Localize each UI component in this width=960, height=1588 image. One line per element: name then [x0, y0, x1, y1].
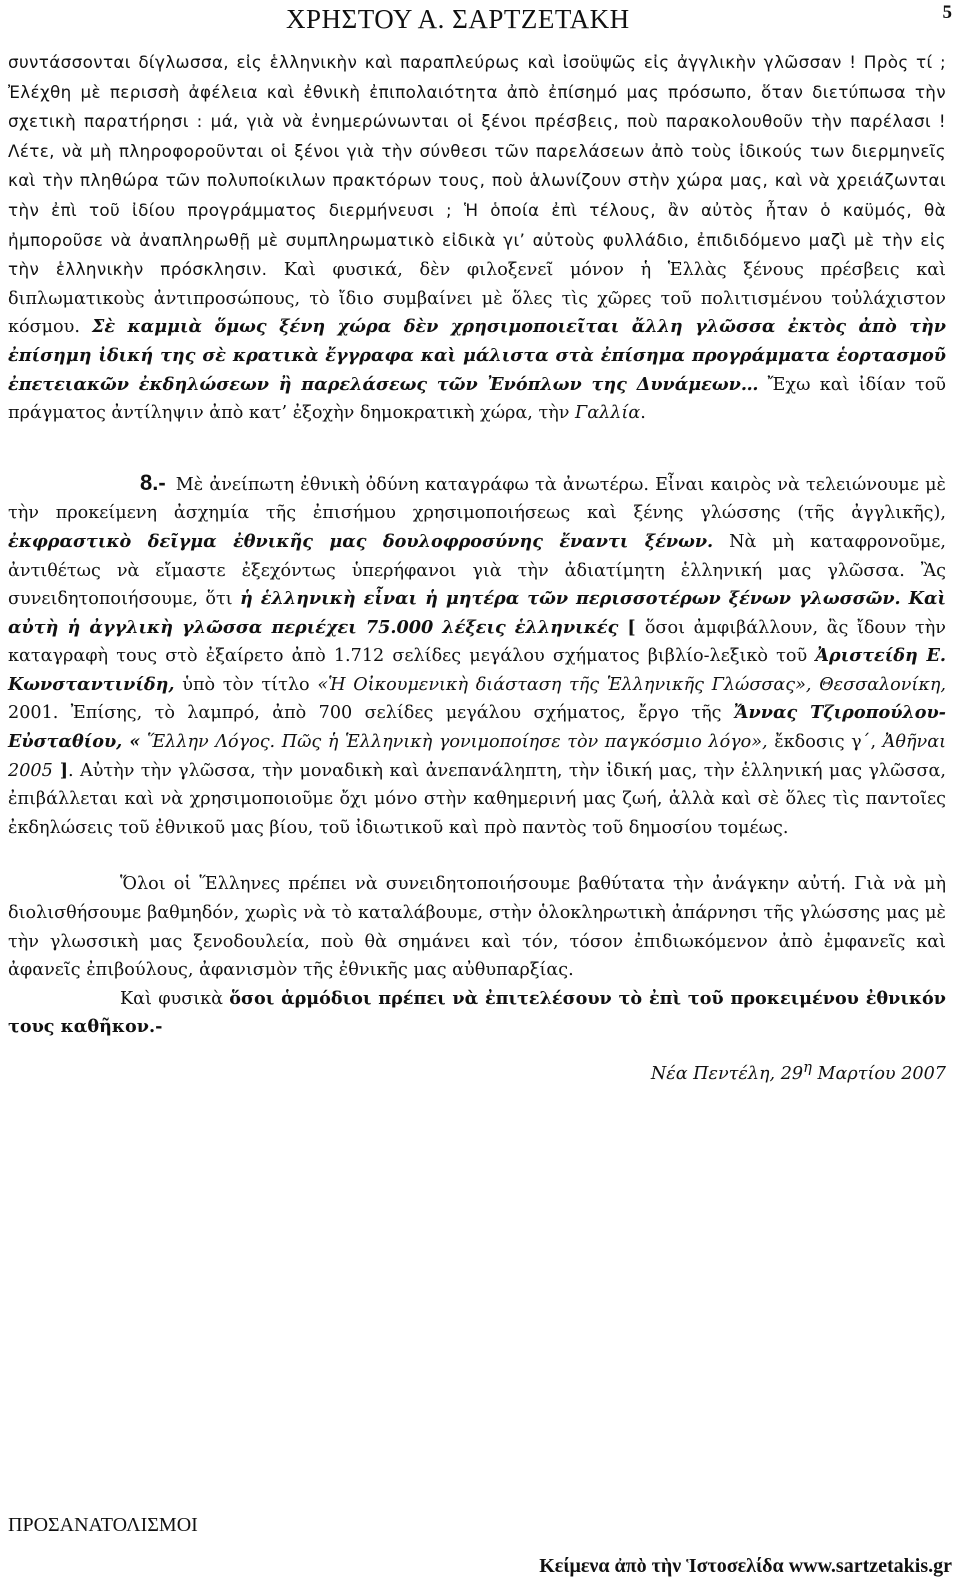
paragraph-continued — [8, 48, 946, 428]
paragraph-text: Καὶ φυσικά, δὲν φιλοξενεῖ μόνον ἡ Ἑλλὰς ξένους πρέσβεις καὶ διπλωματικοὺς ἀντιπροσώπους, τὸ ἴδιο συμβαίνει μὲ ὅλες τὶς χῶρες τοῦ πολιτισμένου τοὐλάχιστον κόσμου. — [8, 260, 946, 338]
emphasis-text: ἐκφραστικὸ δεῖγμα ἐθνικῆς μας δουλοφροσύνης ἔναντι ξένων. — [8, 530, 714, 552]
section-number: 8.- — [140, 469, 166, 495]
paragraph-conclusion — [8, 870, 946, 984]
bracket-close: ] — [52, 759, 69, 781]
country-name: Γαλλία — [575, 403, 641, 424]
header-author-title: ΧΡΗΣΤΟΥ Α. ΣΑΡΤΖΕΤΑΚΗ — [286, 4, 630, 34]
paragraph-8 — [8, 469, 946, 843]
signoff-month: Μαρτίου 2007 — [811, 1063, 946, 1084]
author-name: Ἄννας Τζιροπούλου-Εὐσταθίου, « — [8, 702, 946, 753]
signoff-place: Νέα Πεντέλη, 29 — [650, 1063, 804, 1084]
author-name: Ἀριστείδη Ε. Κωνσταντινίδη, — [8, 645, 947, 695]
article-body — [8, 48, 946, 1088]
paragraph-text: Νὰ μὴ καταφρονοῦμε, ἀντιθέτως νὰ εἴμαστε ἐξεχόντως ὑπερήφανοι γιὰ τὴν ἀδιατίμητη ἑλληνική μας γλῶσσα. Ἂς συνειδητοποιήσουμε, ὅτι — [8, 531, 946, 610]
signoff-ordinal: η — [803, 1059, 812, 1076]
emphasis-text: Σὲ καμμιὰ ὅμως ξένη χώρα δὲν χρησιμοποιεῖται ἄλλη γλῶσσα ἐκτὸς ἀπὸ τὴν ἐπίσημη ἰδική της σὲ κρατικὰ ἔγγραφα καὶ μάλιστα στὰ ἐπίσημα προγράμματα ἑορτασμοῦ ἐπετειακῶν ἐκδηλώσεων ἢ παρελάσεως τῶν Ἐνόπλων της Δυνάμεων… — [8, 316, 946, 395]
paragraph-text: . Αὐτὴν τὴν γλῶσσα, τὴν μοναδικὴ καὶ ἀνεπανάληπτη, τὴν ἰδική μας, τὴν ἑλληνική μας γλῶσσα, ἐπιβάλλεται καὶ νὰ χρησιμοποιοῦμε ὄχι μόνο στὴν καθημερινή μας ζωή, ἀλλὰ καὶ σὲ ὅλες τὶς παντοῖες ἐκδηλώσεις τοῦ ἐθνικοῦ μας βίου, τοῦ ἰδιωτικοῦ καὶ πρὸ παντὸς τοῦ δημοσίου τομέως. — [8, 760, 947, 838]
footer-source: Κείμενα ἀπὸ τὴν Ἱστοσελίδα www.sartzetakis.gr — [539, 1555, 952, 1577]
paragraph-final — [8, 985, 946, 1042]
book-title: «Ἡ Οἰκουμενικὴ διάσταση τῆς Ἑλληνικῆς Γλώσσας», Θεσσαλονίκη, — [317, 674, 946, 695]
bracket-open: [ — [618, 616, 645, 638]
paragraph-text: Ἔχω καὶ ἰδίαν τοῦ πράγματος ἀντίληψιν ἀπὸ κατ’ ἐξοχὴν δημοκρατικὴ χώρα, τὴν — [8, 374, 946, 424]
paragraph-text: . — [640, 403, 646, 424]
paragraph-text: Καὶ φυσικὰ — [120, 988, 230, 1009]
paragraph-text: ὅσοι ἀμφιβάλλουν, ἂς ἴδουν τὴν καταγραφὴ τους στὸ ἐξαίρετο ἀπὸ 1.712 σελίδες μεγάλου σχήματος βιβλίο-λεξικὸ τοῦ — [8, 617, 947, 667]
signoff-date — [8, 1054, 946, 1088]
paragraph-text: 2001. Ἐπίσης, τὸ λαμπρό, ἀπὸ 700 σελίδες μεγάλου σχήματος, ἔργο τῆς — [8, 703, 734, 724]
running-header — [0, 2, 960, 38]
paragraph-text: Ὅλοι οἱ Ἕλληνες πρέπει νὰ συνειδητοποιήσουμε βαθύτατα τὴν ἀνάγκην αὐτή. Γιὰ νὰ μὴ διολισθήσουμε βαθμηδόν, χωρὶς νὰ τὸ καταλάβουμε, στὴν ὁλοκληρωτικὴ ἀπάρνησι τῆς γλώσσης μας μὲ τὴν γλωσσικὴ μας ξενοδουλεία, ποὺ θὰ σημάνει καὶ τόν, τόσον ἐπιδιωκόμενον ἀπὸ ἐμφανεῖς καὶ ἀφανεῖς ἐπιβούλους, ἀφανισμὸν τῆς ἐθνικῆς μας αὐθυπαρξίας. — [8, 874, 946, 981]
paragraph-text: Μὲ ἀνείπωτη ἐθνικὴ ὀδύνη καταγράφω τὰ ἀνωτέρω. Εἶναι καιρὸς νὰ τελειώνουμε μὲ τὴν προκείμενη ἀσχημία τῆς ἐπισήμου χρησιμοποιήσεως καὶ ξένης γλώσσης (τῆς ἀγγλικῆς), — [8, 474, 946, 524]
paragraph-text: ἔκδοσις γ΄, — [767, 732, 883, 753]
publication-place: Ἀθῆναι 2005 — [8, 732, 946, 781]
book-title: Ἕλλην Λόγος. Πῶς ἡ Ἑλληνικὴ γονιμοποίησε τὸν παγκόσμιο λόγο», — [140, 732, 768, 753]
paragraph-text: ὑπὸ τὸν τίτλο — [174, 674, 318, 695]
emphasis-text: ἡ ἑλληνικὴ εἶναι ἡ μητέρα τῶν περισσοτέρων ξένων γλωσσῶν. Καὶ αὐτὴ ἡ ἀγγλικὴ γλῶσσα περιέχει 75.000 λέξεις ἑλληνικές — [8, 588, 946, 638]
emphasis-text: ὅσοι ἁρμόδιοι πρέπει νὰ ἐπιτελέσουν τὸ ἐπὶ τοῦ προκειμένου ἐθνικόν τους καθῆκον.- — [8, 987, 946, 1038]
page-number: 5 — [942, 2, 952, 23]
footer-section-title: ΠΡΟΣΑΝΑΤΟΛΙΣΜΟΙ — [8, 1514, 198, 1536]
paragraph-text: συντάσσονται δίγλωσσα, εἰς ἑλληνικὴν καὶ παραπλεύρως καὶ ἰσοϋψῶς εἰς ἀγγλικὴν γλῶσσαν ! Πρὸς τί ; Ἐλέχθη μὲ περισσὴ ἀφέλεια καὶ ἐθνικὴ ἐπιπολαιότητα ἀπὸ ἐπίσημό μας πρόσωπο, ὅταν διετύπωσα τὴν σχετικὴ παρατήρησι : μά, γιὰ νὰ ἐνημερώνωνται οἱ ξένοι πρέσβεις, ποὺ παρακολουθοῦν τὴν παρέλασι ! Λέτε, νὰ μὴ πληροφοροῦνται οἱ ξένοι γιὰ τὴν σύνθεσι τῶν παρελάσεων ἀπὸ τοὺς ἰδικούς των διερμηνεῖς καὶ τὴν πληθώρα τῶν πολυποίκιλων πρακτόρων τους, ποὺ ἁλωνίζουν στὴν χώρα μας, καὶ νὰ χρειάζωνται τὴν ἐπὶ τοῦ ἰδίου προγράμματος διερμήνευσι ; Ἡ ὁποία ἐπὶ τέλους, ἂν αὐτὸς ἦταν ὁ καϋμός, θὰ ἠμποροῦσε νὰ ἀναπληρωθῇ μὲ συμπληρωματικὸ εἰδικὰ γι’ αὐτοὺς φυλλάδιο, ἐπιδιδόμενο μαζὶ μὲ τὴν εἰς τὴν ἑλληνικὴν πρόσκλησιν. — [8, 52, 946, 280]
